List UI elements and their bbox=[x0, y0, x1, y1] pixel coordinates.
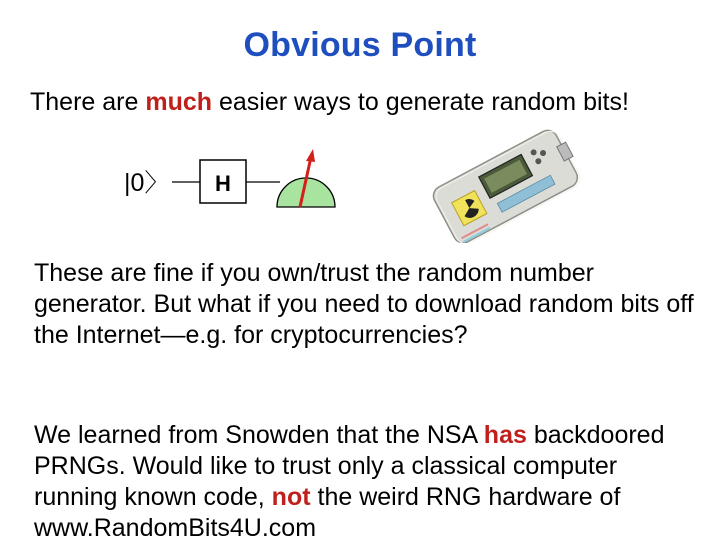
intro-text-start: There are bbox=[30, 88, 146, 116]
paragraph2-emphasis-has: has bbox=[483, 421, 527, 449]
paragraph-trust-rng: These are fine if you own/trust the random number generator. But what if you need to download random bits off the Internet—e.g. for cryptocurrencies? bbox=[34, 259, 694, 349]
quantum-circuit-diagram bbox=[110, 145, 350, 220]
paragraph2-emphasis-not: not bbox=[271, 483, 311, 511]
intro-text-end: easier ways to generate random bits! bbox=[212, 88, 629, 116]
random-number-generator-device-image bbox=[425, 128, 585, 243]
paragraph2-part1: We learned from Snowden that the NSA bbox=[34, 421, 484, 449]
intro-emphasis: much bbox=[145, 88, 213, 116]
paragraph-snowden bbox=[34, 420, 694, 544]
intro-line bbox=[30, 88, 629, 117]
hadamard-gate-label: H bbox=[215, 171, 231, 196]
ket-zero-label: |0〉 bbox=[124, 169, 170, 197]
paragraph2-part2: backdoored PRNGs. Would like to trust only a classical computer running known code, bbox=[34, 421, 665, 511]
measurement-meter-icon bbox=[277, 149, 335, 207]
paragraph2-part3: the weird RNG hardware of www.RandomBits4U.com bbox=[34, 483, 621, 542]
slide-title: Obvious Point bbox=[243, 26, 477, 64]
hadamard-gate-icon bbox=[200, 160, 246, 203]
